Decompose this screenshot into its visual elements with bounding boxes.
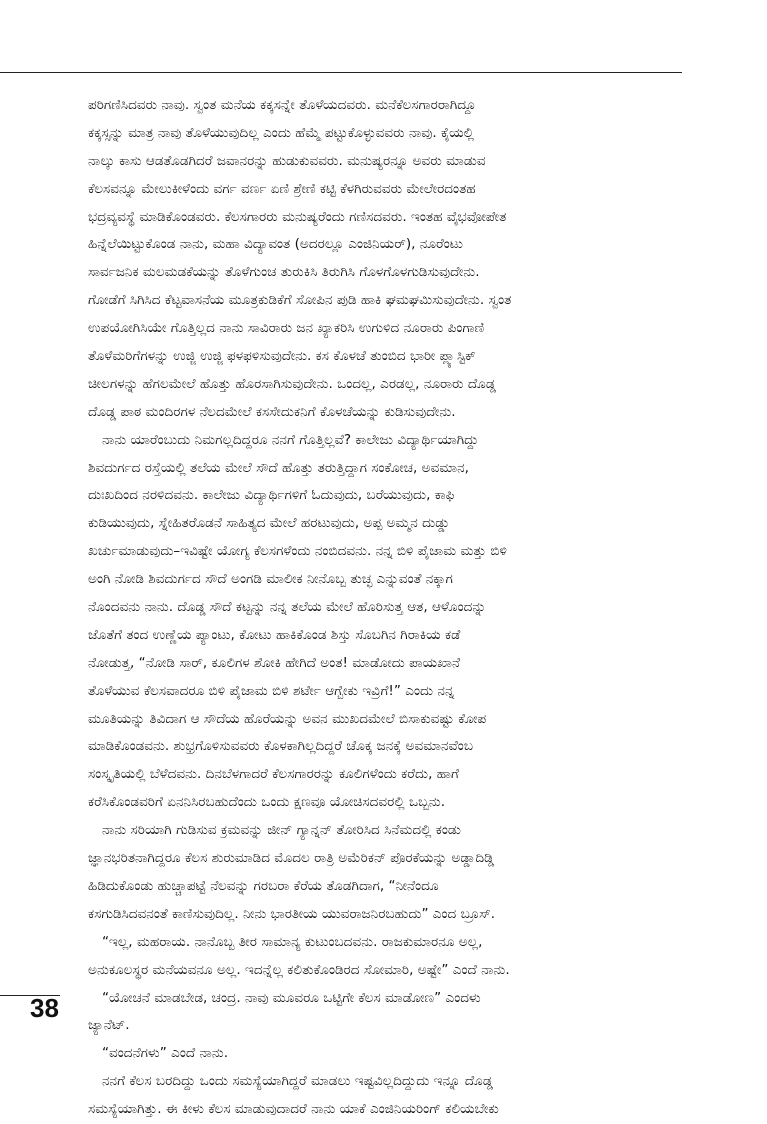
text-line: “ವಂದನೆಗಳು” ಎಂದೆ ನಾನು. <box>102 1045 229 1062</box>
text-line: ನಾನು ಸರಿಯಾಗಿ ಗುಡಿಸುವ ಕ್ರಮವನ್ನು ಜೀನ್ ಗ್ಯಾನ್ನನ್ ತೋರಿಸಿದ ಸಿನೆಮದಲ್ಲಿ ಕಂಡು <box>102 822 461 839</box>
text-line: ಅಂಗಿ ನೋಡಿ ಶಿವದುರ್ಗದ ಸೌದೆ ಅಂಗಡಿ ಮಾಲೀಕ ನೀನೊಬ್ಬ ತುಚ್ಛ ಎನ್ನುವಂತೆ ನಕ್ಕಾಗ <box>88 571 453 588</box>
text-line: ತೊಳೆಮರಿಗೆಗಳನ್ನು ಉಜ್ಜಿ ಉಜ್ಜಿ ಫಳಫಳಿಸುವುದೇನು. ಕಸ ಕೊಳಚೆ ತುಂಬಿದ ಭಾರೀ ಪ್ಲ್ಯಾಸ್ಟಿಕ್ <box>88 348 476 365</box>
text-line: ನೋಡುತ್ತ, “ನೋಡಿ ಸಾರ್, ಕೂಲಿಗಳ ಶೋಕಿ ಹೇಗಿದೆ ಅಂತ! ಮಾಡೋದು ಪಾಯಖಾನೆ <box>88 654 461 671</box>
text-line: ದೊಡ್ಡ ಪಾಠ ಮಂದಿರಗಳ ನೆಲದಮೇಲೆ ಕಸಸೇದುಕನಿಗೆ ಕೊಳಚೆಯನ್ನು ಕುಡಿಸುವುದೇನು. <box>88 403 456 420</box>
text-line: ಭದ್ರವ್ಯವಸ್ಥೆ ಮಾಡಿಕೊಂಡವರು. ಕೆಲಸಗಾರರು ಮನುಷ್ಯರೆಂದು ಗಣಿಸದವರು. ಇಂತಹ ವೈಭವೋಪೇತ <box>88 208 507 225</box>
page-number: 38 <box>30 993 59 1023</box>
text-line: ಜೊತೆಗೆ ತಂದ ಉಣ್ಣೆಯ ಪ್ಯಾಂಟು, ಕೋಟು ಹಾಕಿಕೊಂಡ ಶಿಸ್ತು ಸೊಬಗಿನ ಗಿರಾಕಿಯ ಕಡೆ <box>88 626 461 643</box>
text-line: ನಾಲ್ಕು ಕಾಸು ಆಡತೊಡಗಿದರೆ ಜವಾನರನ್ನು ಹುಡುಕುವವರು. ಮನುಷ್ಯರನ್ನೂ ಅವರು ಮಾಡುವ <box>88 152 486 169</box>
text-line: ಅನುಕೂಲಸ್ಥರ ಮನೆಯವನೂ ಅಲ್ಲ. ಇದನ್ನೆಲ್ಲ ಕಲಿತುಕೊಂಡಿರದ ಸೋಮಾರಿ, ಅಷ್ಟೇ” ಎಂದೆ ನಾನು. <box>88 961 510 978</box>
text-line: ಕರೆಸಿಕೊಂಡವರಿಗೆ ಏನನಿಸಿರಬಹುದೆಂದು ಒಂದು ಕ್ಷಣವೂ ಯೋಚಿಸದವರಲ್ಲಿ ಒಬ್ಬನು. <box>88 794 446 811</box>
text-line: ಖರ್ಚುಮಾಡುವುದು–ಇವಿಷ್ಟೇ ಯೋಗ್ಯ ಕೆಲಸಗಳೆಂದು ನಂಬಿದವನು. ನನ್ನ ಬಿಳಿ ಪೈಜಾಮ ಮತ್ತು ಬಿಳಿ <box>88 543 507 560</box>
text-line: ಸಂಸ್ಕೃತಿಯಲ್ಲಿ ಬೆಳೆದವನು. ದಿನಬೆಳಗಾದರೆ ಕೆಲಸಗಾರರನ್ನು ಕೂಲಿಗಳೆಂದು ಕರೆದು, ಹಾಗೆ <box>88 766 459 783</box>
text-line: “ಯೋಚನೆ ಮಾಡಬೇಡ, ಚಂದ್ರ. ನಾವು ಮೂವರೂ ಒಟ್ಟಿಗೇ ಕೆಲಸ ಮಾಡೋಣ” ಎಂದಳು <box>102 989 481 1006</box>
text-line: ಮೂತಿಯನ್ನು ತಿವಿದಾಗ ಆ ಸೌದೆಯ ಹೊರೆಯನ್ನು ಅವನ ಮುಖದಮೇಲೆ ಬಿಸಾಕುವಷ್ಟು ಕೋಪ <box>88 710 487 727</box>
body-text <box>88 92 680 1124</box>
text-line: ಉಪಯೋಗಿಸಿಯೇ ಗೊತ್ತಿಲ್ಲದ ನಾನು ಸಾವಿರಾರು ಜನ ಖ್ಯಾಕರಿಸಿ ಉಗುಳಿದ ನೂರಾರು ಪಿಂಗಾಣಿ <box>88 320 485 337</box>
text-line: ಹಿಡಿದುಕೊಂಡು ಹುಚ್ಚಾಪಟ್ಟೆ ನೆಲವನ್ನು ಗರಬರಾ ಕೆರೆಯ ತೊಡಗಿದಾಗ, “ನೀನೆಂದೂ <box>88 877 439 894</box>
text-line: ತೊಳೆಯುವ ಕೆಲಸವಾದರೂ ಬಿಳಿ ಪೈಜಾಮ ಬಿಳಿ ಶರ್ಟೇ ಆಗ್ಬೇಕು ಇವ್ರಿಗೆ!” ಎಂದು ನನ್ನ <box>88 682 455 699</box>
text-line: ಕಕ್ಕಸ್ಸನ್ನು ಮಾತ್ರ ನಾವು ತೊಳೆಯುವುದಿಲ್ಲ ಎಂದು ಹೆಮ್ಮೆ ಪಟ್ಟುಕೊಳ್ಳುವವರು ನಾವು. ಕೈಯಲ್ಲಿ <box>88 124 474 141</box>
text-line: ಸಮಸ್ಯೆಯಾಗಿತ್ತು. ಈ ಕೀಳು ಕೆಲಸ ಮಾಡುವುದಾದರೆ ನಾನು ಯಾಕೆ ಎಂಜಿನಿಯರಿಂಗ್ ಕಲಿಯಬೇಕು <box>88 1101 499 1118</box>
text-line: ಪರಿಗಣಿಸಿದವರು ನಾವು. ಸ್ವಂತ ಮನೆಯ ಕಕ್ಕಸನ್ನೇ ತೊಳೆಯದವರು. ಮನೆಕೆಲಸಗಾರರಾಗಿದ್ದೂ <box>88 97 476 113</box>
text-line: ಚೀಲಗಳನ್ನು ಹೆಗಲಮೇಲೆ ಹೊತ್ತು ಹೊರಸಾಗಿಸುವುದೇನು. ಒಂದಲ್ಲ, ಎರಡಲ್ಲ, ನೂರಾರು ದೊಡ್ಡ <box>88 375 497 392</box>
text-line: ಮಾಡಿಕೊಂಡವನು. ಶುಭ್ರಗೊಳಿಸುವವರು ಕೊಳಕಾಗಿಲ್ಲದಿದ್ದರೆ ಚೊಕ್ಕ ಜನಕ್ಕೆ ಅವಮಾನವೆಂಬ <box>88 738 474 755</box>
text-line: ಕಸಗುಡಿಸಿದವನಂತೆ ಕಾಣಿಸುವುದಿಲ್ಲ. ನೀನು ಭಾರತೀಯ ಯುವರಾಜನಿರಬಹುದು” ಎಂದ ಬ್ರೂಸ್. <box>88 905 496 922</box>
text-line: ಶಿವದುರ್ಗದ ರಸ್ತೆಯಲ್ಲಿ ತಲೆಯ ಮೇಲೆ ಸೌದೆ ಹೊತ್ತು ತರುತ್ತಿದ್ದಾಗ ಸಂಕೋಚ, ಅವಮಾನ, <box>88 459 469 476</box>
text-line: ಹಿನ್ನೆಲೆಯಿಟ್ಟುಕೊಂಡ ನಾನು, ಮಹಾ ವಿದ್ಯಾವಂತ (ಅದರಲ್ಲೂ ಎಂಜಿನಿಯರ್), ನೂರೆಂಟು <box>88 236 463 253</box>
text-line: ದುಃಖದಿಂದ ನರಳಿದವನು. ಕಾಲೇಜು ವಿದ್ಯಾರ್ಥಿಗಳಿಗೆ ಓದುವುದು, ಬರೆಯುವುದು, ಕಾಫಿ <box>88 487 455 504</box>
text-line: ನನಗೆ ಕೆಲಸ ಬರದಿದ್ದು ಒಂದು ಸಮಸ್ಯೆಯಾಗಿದ್ದರೆ ಮಾಡಲು ಇಷ್ಟವಿಲ್ಲದಿದ್ದುದು ಇನ್ನೂ ದೊಡ್ಡ <box>102 1073 494 1090</box>
text-line: ಸಾರ್ವಜನಿಕ ಮಲಮಡಕೆಯನ್ನು ತೊಳೆಗುಂಚ ತುರುಕಿಸಿ ತಿರುಗಿಸಿ ಗೊಳಗೊಳಗುಡಿಸುವುದೇನು. <box>88 264 480 281</box>
text-line: ಗೋಡೆಗೆ ಸಿಗಿಸಿದ ಕೆಟ್ಟವಾಸನೆಯ ಮೂತ್ರಕುಡಿಕೆಗೆ ಸೋಪಿನ ಪುಡಿ ಹಾಕಿ ಘಮಘಮಿಸುವುದೇನು. ಸ್ವಂತ <box>88 292 512 309</box>
text-line: ನೊಂದವನು ನಾನು. ದೊಡ್ಡ ಸೌದೆ ಕಟ್ಟನ್ನು ನನ್ನ ತಲೆಯ ಮೇಲೆ ಹೊರಿಸುತ್ತ ಆತ, ಆಳೊಂದನ್ನು <box>88 599 487 616</box>
text-line: ಜ್ಯಾನೆಟ್. <box>88 1017 130 1034</box>
text-line: ನಾನು ಯಾರೆಂಬುದು ನಿಮಗಲ್ಲದಿದ್ದರೂ ನನಗೆ ಗೊತ್ತಿಲ್ಲವೆ? ಕಾಲೇಜು ವಿದ್ಯಾರ್ಥಿಯಾಗಿದ್ದು <box>102 431 479 448</box>
text-line: ಕೆಲಸವನ್ನೂ ಮೇಲುಕೀಳೆಂದು ವರ್ಗ ವರ್ಣ ಏಣಿ ಶ್ರೇಣಿ ಕಟ್ಟಿ ಕೆಳಗಿರುವವರು ಮೇಲೇರದಂತಹ <box>88 180 476 197</box>
text-line: ಜ್ಞಾನಭರಿತನಾಗಿದ್ದರೂ ಕೆಲಸ ಶುರುಮಾಡಿದ ಮೊದಲ ರಾತ್ರಿ ಅಮೆರಿಕನ್ ಪೊರಕೆಯನ್ನು ಅಡ್ಡಾದಿಡ್ಡಿ <box>88 850 495 867</box>
text-line: ಕುಡಿಯುವುದು, ಸ್ನೇಹಿತರೊಡನೆ ಸಾಹಿತ್ಯದ ಮೇಲೆ ಹರಟುವುದು, ಅಪ್ಪ ಅಮ್ಮನ ದುಡ್ಡು <box>88 515 450 532</box>
header-rule <box>0 72 682 73</box>
text-line: “ಇಲ್ಲ, ಮಹರಾಯ. ನಾನೊಬ್ಬ ತೀರ ಸಾಮಾನ್ಯ ಕುಟುಂಬದವನು. ರಾಜಕುಮಾರನೂ ಅಲ್ಲ, <box>102 933 483 950</box>
